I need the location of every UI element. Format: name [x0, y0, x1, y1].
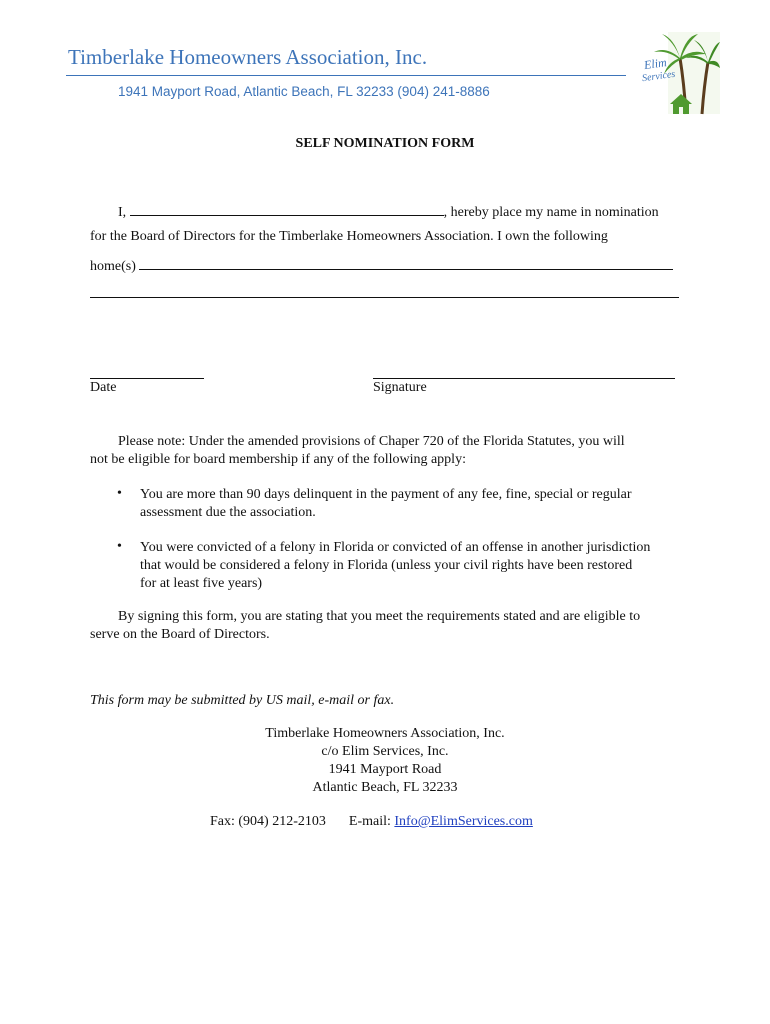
bullet-icon: • [117, 539, 122, 554]
note-intro-line-1: Please note: Under the amended provisions of Chaper 720 of the Florida Statutes, you will [118, 434, 625, 449]
nomination-line-2: for the Board of Directors for the Timberlake Homeowners Association. I own the following [90, 229, 608, 244]
org-name: Timberlake Homeowners Association, Inc. [68, 45, 428, 69]
name-field[interactable] [130, 201, 444, 216]
date-label: Date [90, 380, 117, 395]
address-line-1: Timberlake Homeowners Association, Inc. [265, 726, 505, 741]
submission-instructions: This form may be submitted by US mail, e-mail or fax. [90, 693, 395, 708]
bullet-2-line-3: for at least five years) [140, 576, 263, 591]
closing-line-2: serve on the Board of Directors. [90, 627, 270, 642]
homes-field[interactable] [139, 255, 673, 270]
address-line-3: 1941 Mayport Road [328, 762, 442, 777]
bullet-2-line-2: that would be considered a felony in Florida (unless your civil rights have been restored [140, 558, 633, 573]
bullet-1-line-2: assessment due the association. [140, 505, 316, 520]
address-line-4: Atlantic Beach, FL 32233 [312, 780, 458, 795]
email-label: E-mail: [348, 814, 391, 829]
logo-text-elim: Elim [643, 55, 668, 73]
form-title: SELF NOMINATION FORM [295, 136, 475, 151]
homes-field-continued[interactable] [90, 297, 679, 298]
bullet-icon: • [117, 486, 122, 501]
nomination-line-1 [118, 201, 659, 222]
bullet-1-line-1: You are more than 90 days delinquent in the payment of any fee, fine, special or regular [140, 487, 632, 502]
contact-line [210, 813, 533, 831]
nomination-line-3 [90, 255, 673, 276]
signature-field[interactable] [373, 378, 675, 379]
date-field[interactable] [90, 378, 204, 379]
closing-line-1: By signing this form, you are stating that you meet the requirements stated and are eligible to [118, 609, 641, 624]
email-link[interactable]: Info@ElimServices.com [394, 814, 533, 829]
bullet-2-line-1: You were convicted of a felony in Florida or convicted of an offense in another jurisdiction [140, 540, 651, 555]
logo-text [641, 55, 676, 85]
org-address: 1941 Mayport Road, Atlantic Beach, FL 32233 (904) 241-8886 [118, 84, 490, 99]
signature-label: Signature [373, 380, 427, 395]
address-line-2: c/o Elim Services, Inc. [321, 744, 449, 759]
homes-label: home(s) [90, 259, 136, 274]
fax-number: Fax: (904) 212-2103 [210, 814, 326, 829]
nomination-suffix: , hereby place my name in nomination [443, 205, 659, 220]
header-rule [66, 75, 626, 76]
nomination-prefix: I, [118, 205, 127, 220]
note-intro-line-2: not be eligible for board membership if any of the following apply: [90, 452, 466, 467]
logo-text-services: Services [641, 68, 676, 85]
